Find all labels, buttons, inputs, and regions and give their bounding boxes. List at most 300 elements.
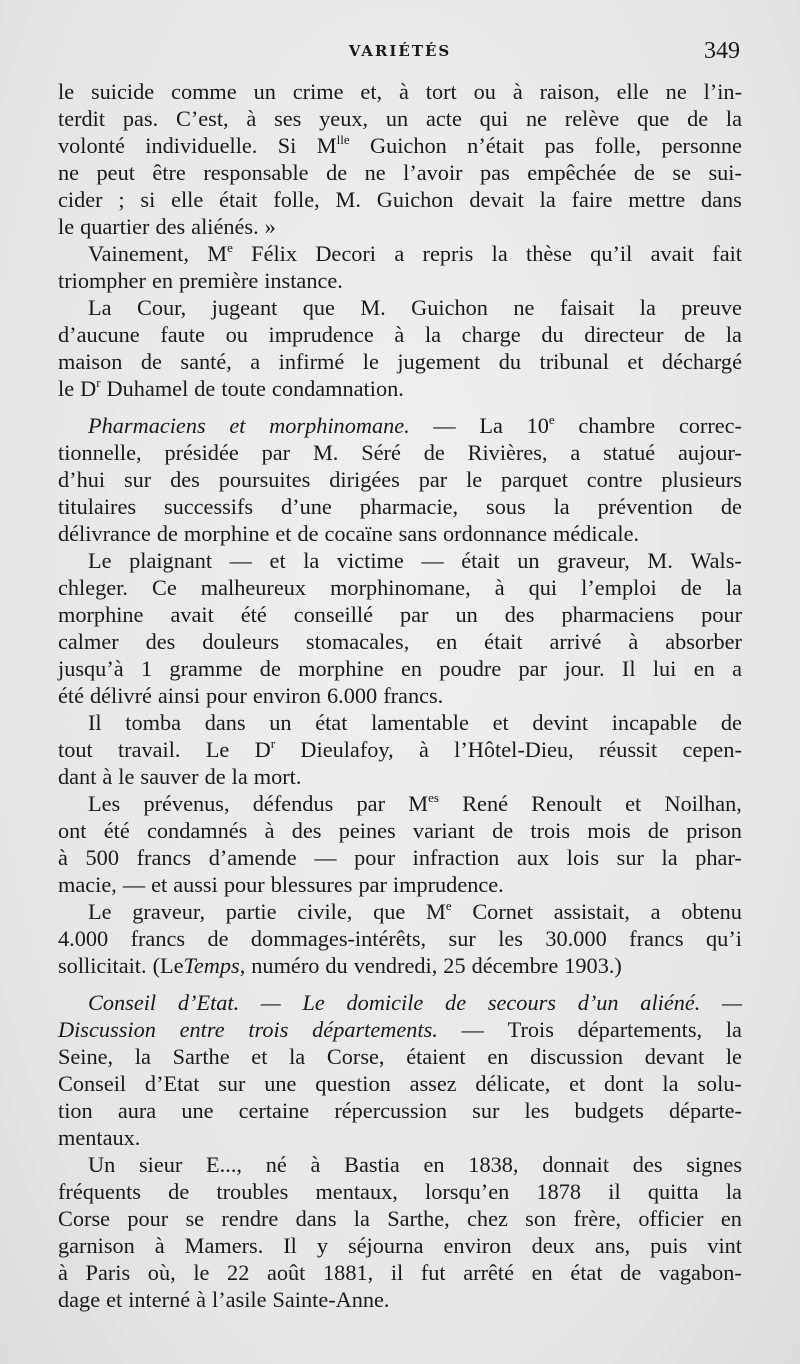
word: tout [58,737,93,762]
word: douleurs [202,629,279,654]
text-line [58,1043,742,1070]
word: relève [564,106,620,131]
word: domicile [346,990,424,1015]
word: de [297,521,319,546]
word: d’Etat [144,1071,200,1096]
word: » [264,214,276,239]
word: personne [661,133,742,158]
word: francs [629,926,684,951]
paragraph [58,790,742,898]
word: et, [360,79,383,104]
word: août [266,1260,306,1285]
word: par [400,602,429,627]
word: le [362,349,379,374]
word: secours [487,990,556,1015]
word: Sainte-Anne. [272,1287,390,1312]
word: la [539,187,556,212]
word: par [518,656,548,681]
word: dirigées [329,467,400,492]
text-line [58,574,742,601]
word: déchargé [661,349,742,374]
word: dage [58,1287,101,1312]
word: — [722,990,742,1015]
text-line [58,493,742,520]
word: décembre [471,953,559,978]
word: — [461,1017,484,1042]
word: faire [571,187,613,212]
word: mois [587,818,631,843]
word: Cornet [472,899,533,924]
text-line [58,267,742,294]
word: ordonnance [443,521,548,546]
text-line [58,1016,742,1043]
word: elle [171,187,204,212]
word: le [58,79,75,104]
word: à [246,106,257,131]
word: état [315,710,348,735]
word: des [504,602,535,627]
word: poursuites [218,467,311,492]
word: Pharmaciens [88,413,206,438]
word: charge [461,322,521,347]
word: de [445,990,467,1015]
word: comme [171,79,237,104]
word: à [196,1287,206,1312]
word: donnait [542,1152,610,1177]
word: E..., [206,1152,242,1177]
word: en [531,1260,553,1285]
word: $D^r$ [254,736,276,762]
text-line [58,1178,742,1205]
word: et [625,791,642,816]
word: raison, [539,79,600,104]
word: du [541,322,564,347]
word: en [400,656,422,681]
word: médicale. [553,521,640,546]
word: un [517,548,540,573]
word: La [479,413,503,438]
word: 1878 [536,1179,582,1204]
word: sui- [708,160,742,185]
word: et [269,548,286,573]
word: devint [532,710,589,735]
word: volonté [58,133,125,158]
word: Le [205,737,230,762]
word: de [687,106,709,131]
word: un [269,710,292,735]
word: tomba [125,710,182,735]
word: aujour- [678,440,742,465]
word: la [725,1179,742,1204]
word: trois [248,1017,289,1042]
word: successifs [163,494,254,519]
word: et [251,1044,268,1069]
word: avait [650,241,694,266]
word: pas. [122,106,159,131]
word: Trois [507,1017,554,1042]
word: Si [277,133,297,158]
word: correc- [678,413,742,438]
word: qui [479,106,509,131]
word: aussi [173,872,218,897]
word: ainsi [157,683,201,708]
word: instance. [264,268,343,293]
paragraph [58,547,742,709]
word: toute [221,376,266,401]
word: sur [472,1098,500,1123]
word: malheureux [200,575,307,600]
word: en [151,268,173,293]
word: Le [302,990,325,1015]
word: parquet [501,467,568,492]
word: sans [398,521,437,546]
word: frère, [573,1206,622,1231]
word: imprudence. [392,872,504,897]
word: délicate, [475,1071,551,1096]
word: peines [338,818,396,843]
page-header [60,38,740,68]
word: et [106,1287,123,1312]
word: a [650,899,661,924]
word: des [632,1152,663,1177]
word: l’avoir [403,160,463,185]
word: la [303,548,320,573]
word: a [394,241,405,266]
paragraph [58,898,742,979]
word: ne [513,295,535,320]
word: francs. [383,683,444,708]
word: à [418,737,429,762]
word: en [436,629,458,654]
word: officier [638,1206,704,1231]
word: été [240,602,267,627]
paragraph [58,989,742,1151]
word: — [260,990,281,1015]
word: le [466,467,483,492]
word: de [720,710,742,735]
word: troubles [216,1179,289,1204]
word: la [134,1044,151,1069]
text-line [58,132,742,159]
word: lamentable [371,710,469,735]
word: le [118,764,135,789]
word: tort [425,79,457,104]
word: plaignant [129,548,213,573]
word: à [58,1260,68,1285]
word: jour. [564,656,605,681]
word: délivrance [58,521,151,546]
word: qui [528,575,558,600]
word: de [168,1179,190,1204]
word: morphine [298,656,384,681]
word: d’amende [208,845,297,870]
text-line [58,601,742,628]
word: d’aucune [58,322,140,347]
word: de [194,376,216,401]
word: et [151,872,168,897]
text-line [58,763,742,790]
word: le [58,214,75,239]
word: ses [274,106,302,131]
word: réussit [598,737,658,762]
word: Il [283,1233,297,1258]
text-line [58,682,742,709]
word: à [102,764,113,789]
word: gramme [169,656,243,681]
word: prévention [597,494,693,519]
word: à [310,1152,321,1177]
word: que [637,106,670,131]
word: suicide [90,79,155,104]
word: pas [544,133,575,158]
word: lois [566,845,600,870]
word: — [433,413,456,438]
word: de [156,521,178,546]
word: la [662,1071,679,1096]
word: et [275,521,292,546]
word: était [219,187,258,212]
word: départe- [668,1098,742,1123]
word: a [250,349,261,374]
text-line [58,655,742,682]
word: solu- [697,1071,742,1096]
word: l’asile [212,1287,267,1312]
word: la [725,1017,742,1042]
word: 1838, [468,1152,519,1177]
word: de [620,1260,642,1285]
text-line [58,466,742,493]
word: rendre [221,1206,279,1231]
word: vint [707,1233,742,1258]
word: qu’i [706,926,742,951]
word: Me [207,240,233,266]
word: — [229,548,252,573]
word: mentaux. [58,1125,141,1150]
word: morphine [58,602,144,627]
word: la [491,241,508,266]
word: 25 [443,953,466,978]
word: fait [712,241,742,266]
word: signes [686,1152,742,1177]
word: Dieulafoy, [300,737,394,762]
text-line [58,1070,742,1097]
text-line [58,520,742,547]
word: un [455,602,478,627]
word: délivré [90,683,152,708]
word: victime [336,548,404,573]
word: se [672,160,691,185]
word: arrivé [549,629,602,654]
text-line [58,628,742,655]
word: pour [127,1206,169,1231]
word: pour [701,602,742,627]
word: et [569,1071,586,1096]
word: preuve [681,295,742,320]
word: d’hui [58,467,106,492]
text-line [58,1205,742,1232]
word: elle [616,79,649,104]
word: Noilhan, [664,791,742,816]
word: de [140,349,162,374]
word: ne [665,79,687,104]
word: maison [58,349,123,374]
word: 4.000 [58,926,109,951]
word: à [154,1233,165,1258]
word: Seine, [58,1044,114,1069]
word: Corse [58,1206,111,1231]
word: triompher [58,268,146,293]
word: quitta [647,1179,699,1204]
word: blessures [270,872,353,897]
word: La [88,295,112,320]
word: ; [118,187,125,212]
text-line [58,294,742,321]
word: trois [530,818,571,843]
word: sieur [138,1152,183,1177]
word: arrêté [463,1260,515,1285]
word: été [58,683,84,708]
word: de [720,494,742,519]
word: ne [58,160,80,185]
word: (LeTemps, [152,953,246,978]
word: chleger. [58,575,128,600]
word: d’un [577,990,619,1015]
word: santé, [180,349,232,374]
word: $M^{lle}$ [316,132,350,158]
superscript: r [96,375,101,390]
word: cocaïne [324,521,393,546]
word: de [204,764,226,789]
word: sur [123,467,152,492]
word: pour [354,845,396,870]
word: lorsqu’en [425,1179,510,1204]
word: était [484,629,523,654]
word: était [461,548,500,573]
word: de [423,440,445,465]
text-line [58,412,742,439]
word: de [207,926,229,951]
word: thèse [526,241,572,266]
word: l’emploi [581,575,657,600]
word: poudre [439,656,502,681]
word: être [152,160,186,185]
word: ne [525,106,547,131]
word: sauver [140,764,199,789]
word: deux [531,1233,575,1258]
word: y [316,1233,328,1258]
word: absorber [665,629,742,654]
word: — [421,548,444,573]
superscript: e [445,898,452,913]
text-line [58,1151,742,1178]
word: $M^{es}$ [408,790,439,816]
word: francs [130,926,186,951]
word: où, [147,1260,176,1285]
word: aura [117,1098,157,1123]
word: René [462,791,509,816]
page-number: 349 [704,38,740,64]
word: la [725,322,742,347]
text-line [58,871,742,898]
word: pour [223,872,265,897]
word: 30.000 [545,926,607,951]
word: à [394,322,405,347]
word: à [512,79,523,104]
word: dans [295,1206,337,1231]
word: jugement [397,349,481,374]
word: une [181,1098,214,1123]
word: 6.000 [327,683,378,708]
text-line [58,898,742,925]
word: à [628,629,639,654]
word: dommages-intérêts, [250,926,427,951]
word: Le [88,899,112,924]
word: la [725,106,742,131]
word: vendredi, [353,953,438,978]
word: ont [58,818,87,843]
text-line [58,213,742,240]
word: morphinomane. [269,413,410,438]
text-line [58,1259,742,1286]
word: la [289,1044,306,1069]
word: fut [420,1260,446,1285]
word: quartier [80,214,150,239]
word: acte [425,106,462,131]
word: Séré [361,440,401,465]
word: la [424,322,442,347]
word: peut [96,160,135,185]
word: 1881, [323,1260,374,1285]
word: environ [443,1233,512,1258]
word: né [265,1152,287,1177]
word: la [725,575,742,600]
word: 500 [85,845,119,870]
section-gap [58,402,742,412]
text-line [58,952,742,979]
word: M. [360,295,386,320]
word: tribunal [539,349,609,374]
word: tionnelle, [58,440,142,465]
word: Sarthe [172,1044,230,1069]
word: devait [469,187,524,212]
word: il [390,1260,404,1285]
word: départements. [312,1017,438,1042]
word: Conseil [58,1071,127,1096]
paragraph [58,294,742,402]
word: première [178,268,259,293]
word: chez [467,1206,508,1231]
word: la [353,1206,370,1231]
word: le [193,1260,210,1285]
word: certaine [238,1098,310,1123]
word: et [229,413,246,438]
word: mettre [628,187,686,212]
word: Il [88,710,102,735]
word: incapable [611,710,698,735]
word: dant [58,764,97,789]
word: condamnés [147,818,248,843]
word: pharmacie, [359,494,459,519]
word: $D^r$ [80,375,101,401]
word: prévenus, [143,791,230,816]
word: folle, [273,187,320,212]
word: aliéné. [640,990,701,1015]
text-line [58,1286,742,1313]
word: M. [312,440,339,465]
word: pharmaciens [561,602,675,627]
word: l’Hôtel-Dieu, [454,737,574,762]
word: Guichon [411,295,488,320]
